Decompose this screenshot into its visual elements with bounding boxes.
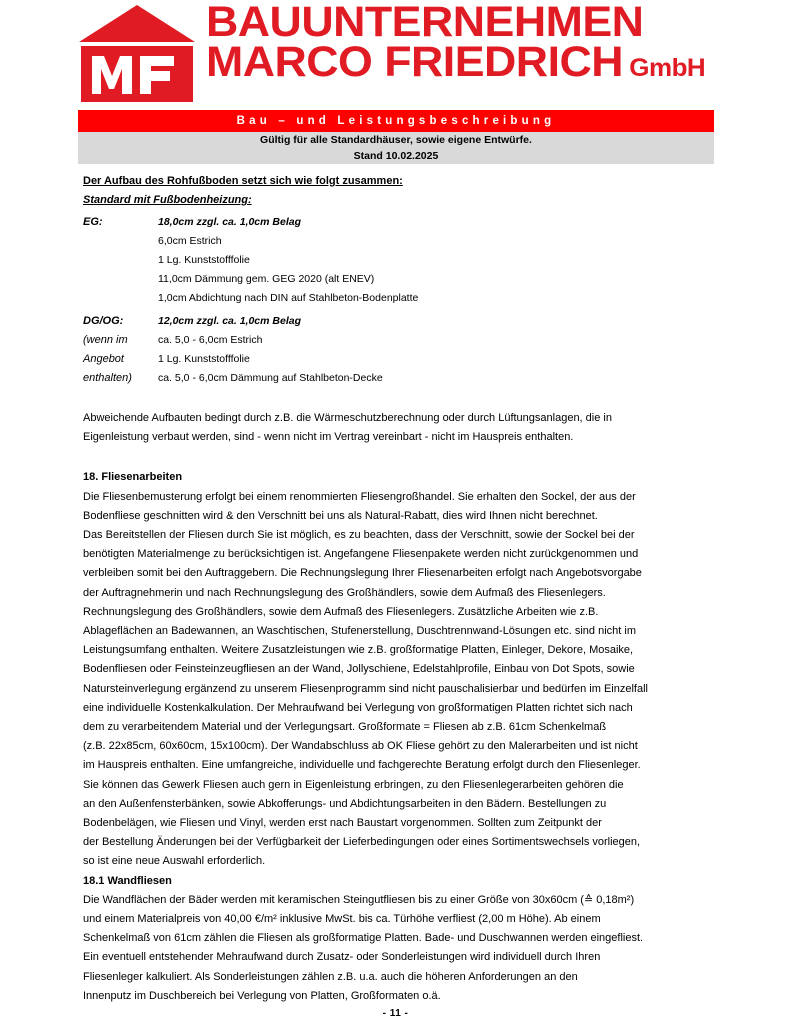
paragraph-line: so ist eine neue Auswahl erforderlich. [83,855,266,868]
company-legal-suffix: GmbH [629,53,706,82]
spec-value: 1,0cm Abdichtung nach DIN auf Stahlbeton-Bodenplatte [158,292,419,304]
house-logo-icon [78,4,196,104]
paragraph-line: Bodenbelägen, wie Fliesen und Vinyl, werden erst nach Baustart vorgenommen. Sollten zum Zeitpunkt der [83,817,602,830]
paragraph-line: (z.B. 22x85cm, 60x60cm, 15x100cm). Der Wandabschluss ab OK Fliese gehört zu den Malerarbeiten und ist nicht [83,740,638,753]
paragraph-line: benötigten Materialmenge zu berücksichtigen ist. Angefangene Fliesenpakete werden nicht zurückgenommen und [83,548,639,561]
revision-date: Stand 10.02.2025 [353,149,439,162]
spacer [83,447,711,468]
paragraph-line: der Bestellung Änderungen bei der Verfügbarkeit der Lieferbedingungen oder eines Sortimentswechsels vorliegen, [83,836,641,849]
spec-value: ca. 5,0 - 6,0cm Dämmung auf Stahlbeton-Decke [158,372,383,384]
deviation-note-paragraph [83,409,711,447]
section-18-paragraph [83,488,711,872]
paragraph-line: Abweichende Aufbauten bedingt durch z.B. die Wärmeschutzberechnung oder durch Lüftungsanlagen, die in [83,412,612,424]
spec-value: 12,0cm zzgl. ca. 1,0cm Belag [158,315,301,327]
spec-label-note-line2: Angebot [83,353,124,365]
paragraph-line: der Auftragnehmerin und nach Rechnungslegung des Großhändlers, sowie dem Aufmaß des Fliesenlegers. [83,586,606,599]
spec-label-note-line1: (wenn im [83,334,128,346]
paragraph-line: an den Außenfensterbänken, sowie Abkofferungs- und Abdichtungsarbeiten in den Bädern. Bestellungen zu [83,797,607,810]
paragraph-line: Bodenfliesen oder Feinsteinzeugfliesen an der Wand, Jollyschiene, Edelstahlprofile, Einbau von Dot Spots, sowie [83,663,635,676]
paragraph-line: Leistungsumfang enthalten. Weitere Zusatzleistungen wie z.B. großformatige Platten, Einleger, Dekore, Mosaike, [83,644,634,657]
spec-value: ca. 5,0 - 6,0cm Estrich [158,334,263,346]
company-name-line1: BAUUNTERNEHMEN [206,0,644,46]
spec-value: 11,0cm Dämmung gem. GEG 2020 (alt ENEV) [158,273,375,285]
spec-row [83,270,711,289]
spec-row [83,251,711,270]
spacer [83,388,711,409]
document-subtitle-bar [78,132,714,164]
paragraph-line: Ablageflächen an Badewannen, an Waschtischen, Stufenerstellung, Duschtrennwand-Lösungen etc. sind nicht im [83,625,636,638]
spec-row [83,312,711,331]
spec-row [83,232,711,251]
page-footer [0,1003,791,1021]
spec-value: 1 Lg. Kunststofffolie [158,353,250,365]
document-body [83,176,711,1006]
paragraph-line: Schenkelmaß von 61cm zählen die Fliesen als großformatige Platten. Bade- und Duschwannen werden eingefliest. [83,932,644,945]
spec-row [83,331,711,350]
paragraph-line: dem zu verarbeitendem Material und der Verlegungsart. Großformate = Fliesen ab z.B. 61cm Schenkelmaß [83,721,607,734]
document-title: Bau – und Leistungsbeschreibung [236,115,556,127]
company-wordmark [196,0,714,86]
paragraph-line: verbleiben somit bei den Auftraggebern. Die Rechnungslegung Ihrer Fliesenarbeiten erfolgt nach Angebotsvorgabe [83,567,642,580]
spec-label-eg: EG: [83,216,103,228]
paragraph-line: Rechnungslegung des Großhändlers, sowie dem Aufmaß des Fliesenlegers. Zusätzliche Arbeiten wie z.B. [83,605,599,618]
paragraph-line: Innenputz im Duschbereich bei Verlegung von Platten, Großformaten o.ä. [83,989,441,1002]
company-name-line2-wrap [206,37,734,86]
floor-section-subheading: Standard mit Fußbodenheizung: [83,194,252,206]
paragraph-line: Das Bereitstellen der Fliesen durch Sie ist möglich, es zu beachten, dass der Verschnitt, sowie der Sockel bei der [83,529,635,542]
paragraph-line: Sie können das Gewerk Fliesen auch gern in Eigenleistung erbringen, zu den Fliesenlegerarbeiten gehören die [83,778,624,791]
spec-value: 1 Lg. Kunststofffolie [158,254,250,266]
section-18-1-paragraph [83,891,711,1006]
paragraph-line: im Hauspreis enthalten. Eine umfangreiche, individuelle und fachgerechte Beratung erfolgt durch den Fliesenleger. [83,759,641,772]
spec-row [83,369,711,388]
spec-label-note-line3: enthalten) [83,372,132,384]
paragraph-line: Die Fliesenbemusterung erfolgt bei einem renommierten Fliesengroßhandel. Sie erhalten den Sockel, der aus der [83,490,636,503]
paragraph-line: und einem Materialpreis von 40,00 €/m² inklusive MwSt. bis ca. Türhöhe verfliest (2,00 m Höhe). Ab einem [83,913,601,926]
spec-label-dgog: DG/OG: [83,315,124,327]
paragraph-line: Eigenleistung verbaut werden, sind - wenn nicht im Vertrag vereinbart - nicht im Hauspreis enthalten. [83,431,574,444]
spec-row [83,289,711,308]
spec-row [83,350,711,369]
paragraph-line: Die Wandflächen der Bäder werden mit keramischen Steingutfliesen bis zu einer Größe von 30x60cm (≙ 0,18m²) [83,893,635,906]
validity-note: Gültig für alle Standardhäuser, sowie eigene Entwürfe. [260,134,532,147]
company-name-line2: MARCO FRIEDRICH [206,37,624,86]
spec-value: 18,0cm zzgl. ca. 1,0cm Belag [158,216,301,228]
letterhead [78,2,714,106]
section-18-heading: 18. Fliesenarbeiten [83,471,183,484]
paragraph-line: eine individuelle Kostenkalkulation. Der Mehraufwand bei Verlegung von großformatigen Platten richtet sich nach [83,701,633,714]
floor-spec-table [83,213,711,388]
section-18-1-heading: 18.1 Wandfliesen [83,874,172,887]
document-title-banner [78,110,714,132]
floor-section-heading: Der Aufbau des Rohfußboden setzt sich wie folgt zusammen: [83,175,403,187]
paragraph-line: Natursteinverlegung ergänzend zu unserem Fliesenprogramm sind nicht pauschalisierbar und bedürfen im Einzelfall [83,682,648,695]
paragraph-line: Ein eventuell entstehender Mehraufwand durch Zusatz- oder Sonderleistungen wird individuell durch Ihren [83,951,601,964]
page-number: - 11 - [382,1008,409,1019]
paragraph-line: Bodenfliese geschnitten wird & den Verschnitt bei uns als Natural-Rabatt, dies wird Ihnen nicht berechnet. [83,509,598,522]
spec-value: 6,0cm Estrich [158,235,222,247]
spec-row [83,213,711,232]
paragraph-line: Fliesenleger kalkuliert. Als Sonderleistungen zählen z.B. u.a. auch die höheren Anforderungen an den [83,970,578,983]
